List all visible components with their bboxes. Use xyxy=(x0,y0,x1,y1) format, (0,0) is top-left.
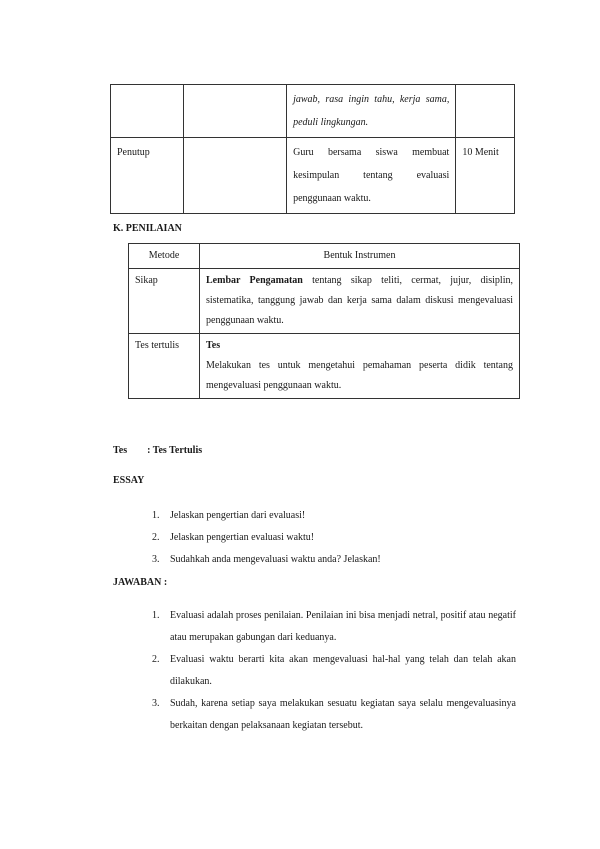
table-cell xyxy=(183,138,287,214)
list-number: 1. xyxy=(152,610,160,621)
table-cell xyxy=(200,334,520,399)
table-cell: jawab, rasa ingin tahu, kerja sama, peduli lingkungan. xyxy=(287,85,456,138)
column-header-bentuk-instrumen: Bentuk Instrumen xyxy=(200,244,520,269)
list-number: 1. xyxy=(152,510,160,521)
table-cell: Guru bersama siswa membuat kesimpulan tentang evaluasi penggunaan waktu. xyxy=(287,138,456,214)
list-number: 3. xyxy=(152,698,160,709)
table-cell: Penutup xyxy=(111,138,184,214)
table-header-row xyxy=(129,244,520,269)
table-cell xyxy=(111,85,184,138)
table-cell: 10 Menit xyxy=(456,138,515,214)
table-cell: Sikap xyxy=(129,269,200,334)
list-item xyxy=(152,693,516,737)
table-cell xyxy=(456,85,515,138)
list-item xyxy=(152,605,516,649)
list-item xyxy=(152,527,512,549)
table-row xyxy=(129,334,520,399)
question-text: Jelaskan pengertian evaluasi waktu! xyxy=(170,532,315,543)
answer-list xyxy=(152,605,516,737)
list-item xyxy=(152,549,512,571)
tes-label: Tes xyxy=(113,445,128,456)
table-cell xyxy=(200,269,520,334)
essay-title: ESSAY xyxy=(113,475,145,486)
answer-text: Evaluasi waktu berarti kita akan mengevaluasi hal-hal yang telah dan telah akan dilakukan. xyxy=(170,654,516,687)
list-number: 3. xyxy=(152,554,160,565)
table-row xyxy=(111,138,515,214)
table-cell: Tes tertulis xyxy=(129,334,200,399)
tes-line xyxy=(113,445,202,456)
tes-value: : Tes Tertulis xyxy=(147,445,203,456)
instrument-description: Melakukan tes untuk mengetahui pemahaman peserta didik tentang mengevaluasi penggunaan waktu. xyxy=(206,360,513,391)
activity-table xyxy=(110,84,515,214)
answer-text: Sudah, karena setiap saya melakukan sesuatu kegiatan saya selalu mengevaluasinya berkaitan dengan pelaksanaan kegiatan tersebut. xyxy=(170,698,516,731)
table-row xyxy=(111,85,515,138)
column-header-metode: Metode xyxy=(129,244,200,269)
question-text: Jelaskan pengertian dari evaluasi! xyxy=(170,510,306,521)
question-text: Sudahkah anda mengevaluasi waktu anda? Jelaskan! xyxy=(170,554,381,565)
section-title-penilaian: K. PENILAIAN xyxy=(113,223,182,234)
penilaian-table xyxy=(128,243,520,399)
list-number: 2. xyxy=(152,654,160,665)
instrument-description: tentang sikap teliti, cermat, jujur, disiplin, sistematika, tanggung jawab dan kerja sama dalam diskusi mengevaluasi penggunaan waktu. xyxy=(206,275,513,326)
list-item xyxy=(152,505,512,527)
jawaban-title: JAWABAN : xyxy=(113,577,168,588)
table-row xyxy=(129,269,520,334)
list-item xyxy=(152,649,516,693)
instrument-name: Lembar Pengamatan xyxy=(206,275,303,286)
answer-text: Evaluasi adalah proses penilaian. Penilaian ini bisa menjadi netral, positif atau negatif atau merupakan gabungan dari keduanya. xyxy=(170,610,516,643)
list-number: 2. xyxy=(152,532,160,543)
table-cell xyxy=(183,85,287,138)
essay-question-list xyxy=(152,505,512,571)
instrument-name: Tes xyxy=(206,340,221,351)
